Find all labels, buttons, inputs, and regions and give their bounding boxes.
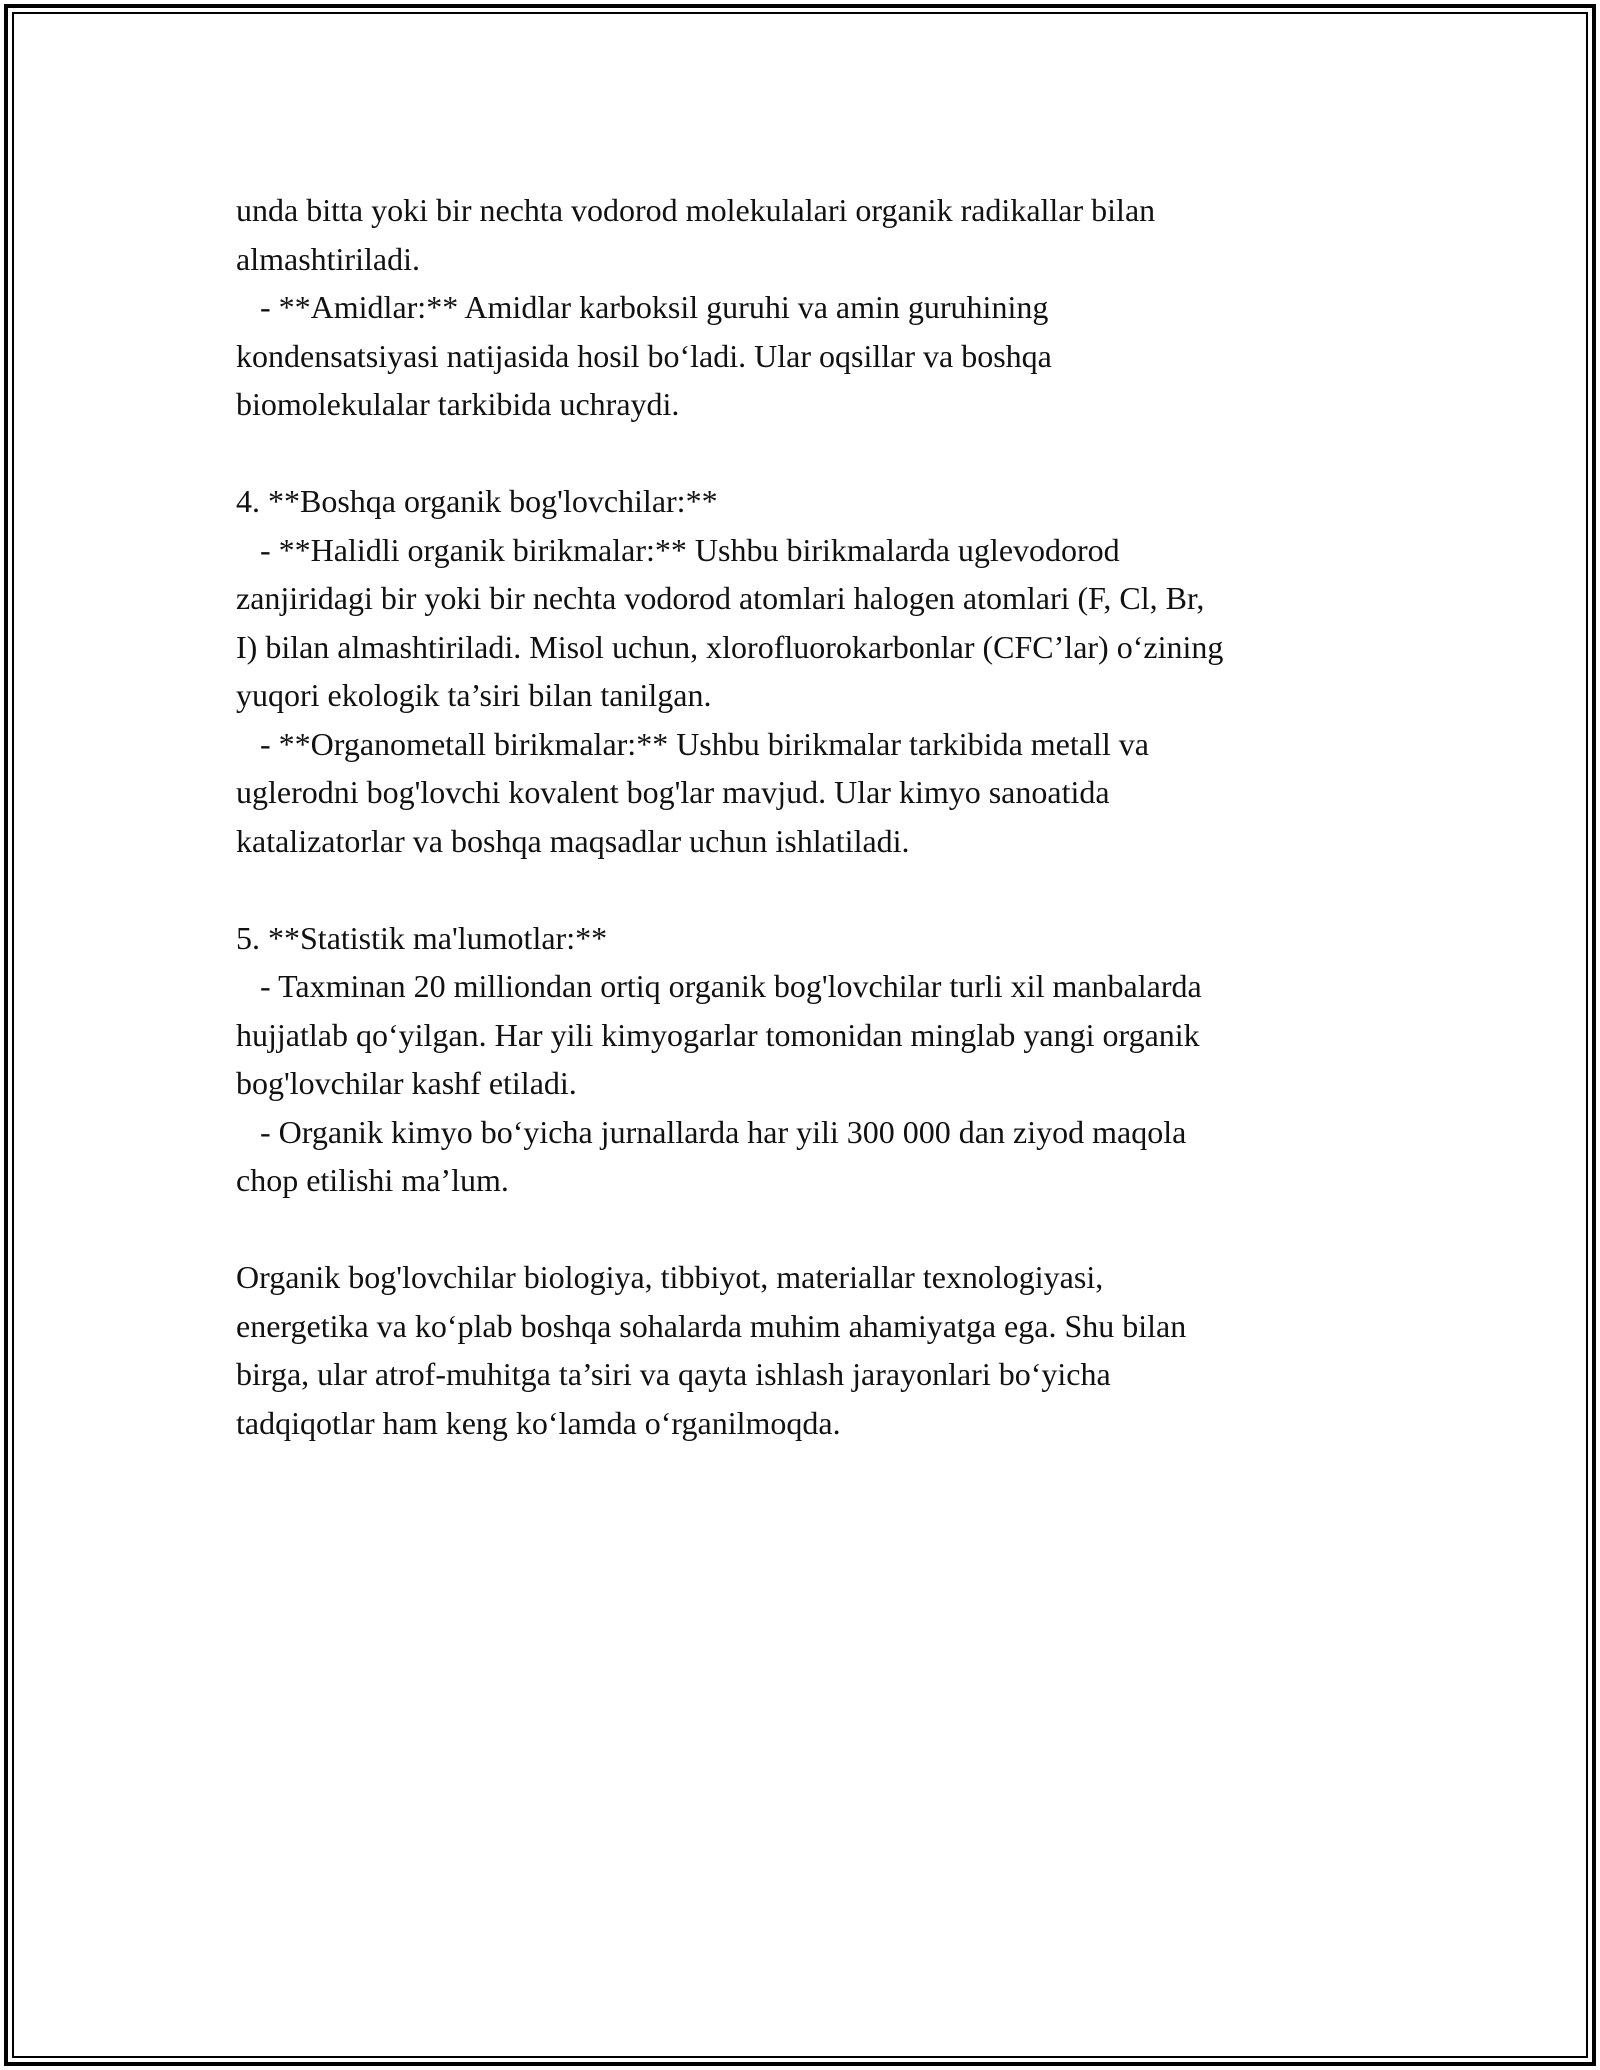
text-line: - **Organometall birikmalar:** Ushbu birikmalar tarkibida metall va — [236, 725, 1149, 762]
text-line: chop etilishi ma’lum. — [236, 1162, 509, 1198]
section-heading: 4. **Boshqa organik bog'lovchilar:** — [236, 483, 718, 519]
text-line: tadqiqotlar ham keng ko‘lamda o‘rganilmoqda. — [236, 1404, 841, 1441]
text-line: Organik bog'lovchilar biologiya, tibbiyot, materiallar texnologiyasi, — [236, 1259, 1104, 1295]
text-line: hujjatlab qo‘yilgan. Har yili kimyogarlar tomonidan minglab yangi organik — [236, 1016, 1200, 1053]
text-line: birga, ular atrof-muhitga ta’siri va qayta ishlash jarayonlari bo‘yicha — [236, 1356, 1111, 1392]
text-line: yuqori ekologik ta’siri bilan tanilgan. — [236, 677, 712, 713]
text-line: I) bilan almashtiriladi. Misol uchun, xlorofluorokarbonlar (CFC’lar) o‘zining — [236, 628, 1224, 665]
text-line: - Taxminan 20 milliondan ortiq organik bog'lovchilar turli xil manbalarda — [236, 968, 1202, 1004]
blank-line — [236, 865, 1384, 914]
section-heading: 5. **Statistik ma'lumotlar:** — [236, 919, 608, 956]
text-line: uglerodni bog'lovchi kovalent bog'lar mavjud. Ular kimyo sanoatida — [236, 774, 1110, 810]
blank-line — [236, 1205, 1384, 1254]
text-line: - **Halidli organik birikmalar:** Ushbu birikmalarda uglevodorod — [236, 531, 1120, 568]
text-line: unda bitta yoki bir nechta vodorod molekulalari organik radikallar bilan — [236, 192, 1156, 228]
text-line: energetika va ko‘plab boshqa sohalarda muhim ahamiyatga ega. Shu bilan — [236, 1307, 1187, 1344]
text-line: - **Amidlar:** Amidlar karboksil guruhi va amin guruhining — [236, 289, 1049, 325]
blank-line — [236, 429, 1384, 478]
text-line: kondensatsiyasi natijasida hosil bo‘ladi. Ular oqsillar va boshqa — [236, 337, 1052, 374]
text-line: - Organik kimyo bo‘yicha jurnallarda har yili 300 000 dan ziyod maqola — [236, 1113, 1187, 1150]
text-line: bog'lovchilar kashf etiladi. — [236, 1065, 577, 1101]
text-line: almashtiriladi. — [236, 240, 420, 277]
document-body — [236, 186, 1384, 1447]
text-line: katalizatorlar va boshqa maqsadlar uchun ishlatiladi. — [236, 822, 910, 859]
text-line: biomolekulalar tarkibida uchraydi. — [236, 386, 680, 422]
text-line: zanjiridagi bir yoki bir nechta vodorod atomlari halogen atomlari (F, Cl, Br, — [236, 580, 1205, 616]
